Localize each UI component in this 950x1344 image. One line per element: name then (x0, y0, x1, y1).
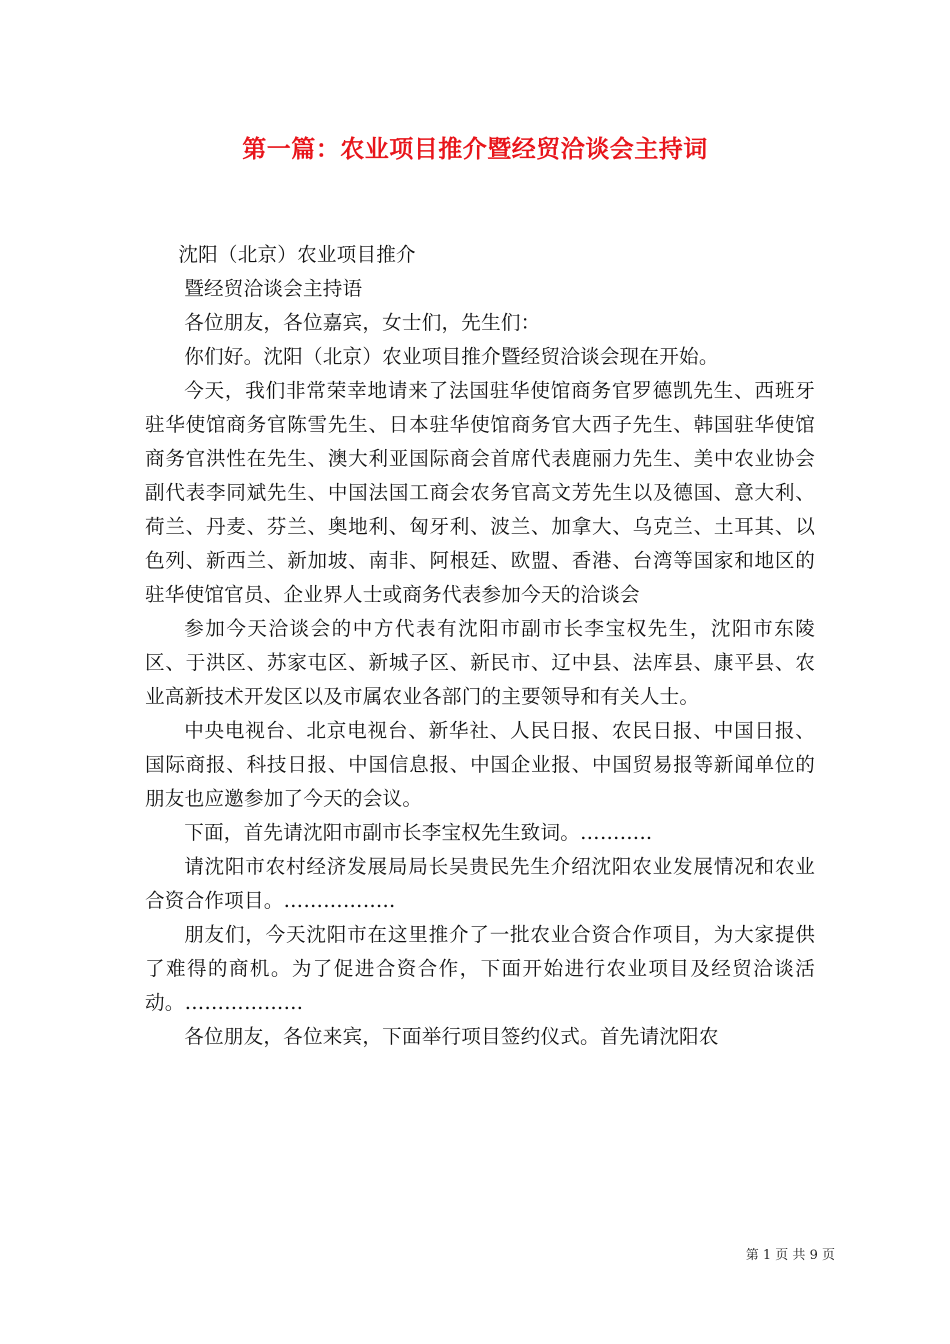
footer-prefix: 第 (745, 1248, 759, 1263)
paragraph: 暨经贸洽谈会主持语 (184, 277, 363, 300)
footer-middle: 页 共 (775, 1248, 806, 1263)
paragraph: 朋友们，今天沈阳市在这里推介了一批农业合资合作项目，为大家提供了难得的商机。为了促进合资合作，下面开始进行农业项目及经贸洽谈活动。……………… (145, 923, 815, 1014)
document-body (145, 238, 815, 1054)
paragraph: 中央电视台、北京电视台、新华社、人民日报、农民日报、中国日报、国际商报、科技日报、中国信息报、中国企业报、中国贸易报等新闻单位的朋友也应邀参加了今天的会议。 (145, 719, 815, 810)
current-page-number: 1 (762, 1248, 772, 1263)
paragraph: 下面，首先请沈阳市副市长李宝权先生致词。……….. (184, 821, 653, 844)
paragraph: 参加今天洽谈会的中方代表有沈阳市副市长李宝权先生，沈阳市东陵区、于洪区、苏家屯区、新城子区、新民市、辽中县、法库县、康平县、农业高新技术开发区以及市属农业各部门的主要领导和有关人士。 (145, 617, 815, 708)
paragraph: 请沈阳市农村经济发展局局长吴贵民先生介绍沈阳农业发展情况和农业合资合作项目。…………….. (145, 855, 815, 912)
paragraph: 今天，我们非常荣幸地请来了法国驻华使馆商务官罗德凯先生、西班牙驻华使馆商务官陈雪先生、日本驻华使馆商务官大西子先生、韩国驻华使馆商务官洪性在先生、澳大利亚国际商会首席代表鹿丽力先生、美中农业协会副代表李同斌先生、中国法国工商会农务官高文芳先生以及德国、意大利、荷兰、丹麦、芬兰、奥地利、匈牙利、波兰、加拿大、乌克兰、土耳其、以色列、新西兰、新加坡、南非、阿根廷、欧盟、香港、台湾等国家和地区的驻华使馆官员、企业界人士或商务代表参加今天的洽谈会 (145, 379, 815, 606)
page-footer (0, 1244, 835, 1263)
document-title: 第一篇：农业项目推介暨经贸洽谈会主持词 (242, 134, 708, 163)
paragraph: 各位朋友，各位来宾，下面举行项目签约仪式。首先请沈阳农 (184, 1025, 719, 1048)
paragraph: 各位朋友，各位嘉宾，女士们，先生们： (184, 311, 541, 334)
total-pages-number: 9 (809, 1248, 818, 1263)
paragraph: 沈阳（北京）农业项目推介 (178, 243, 416, 266)
footer-suffix: 页 (821, 1248, 835, 1263)
paragraph: 你们好。沈阳（北京）农业项目推介暨经贸洽谈会现在开始。 (184, 345, 719, 368)
